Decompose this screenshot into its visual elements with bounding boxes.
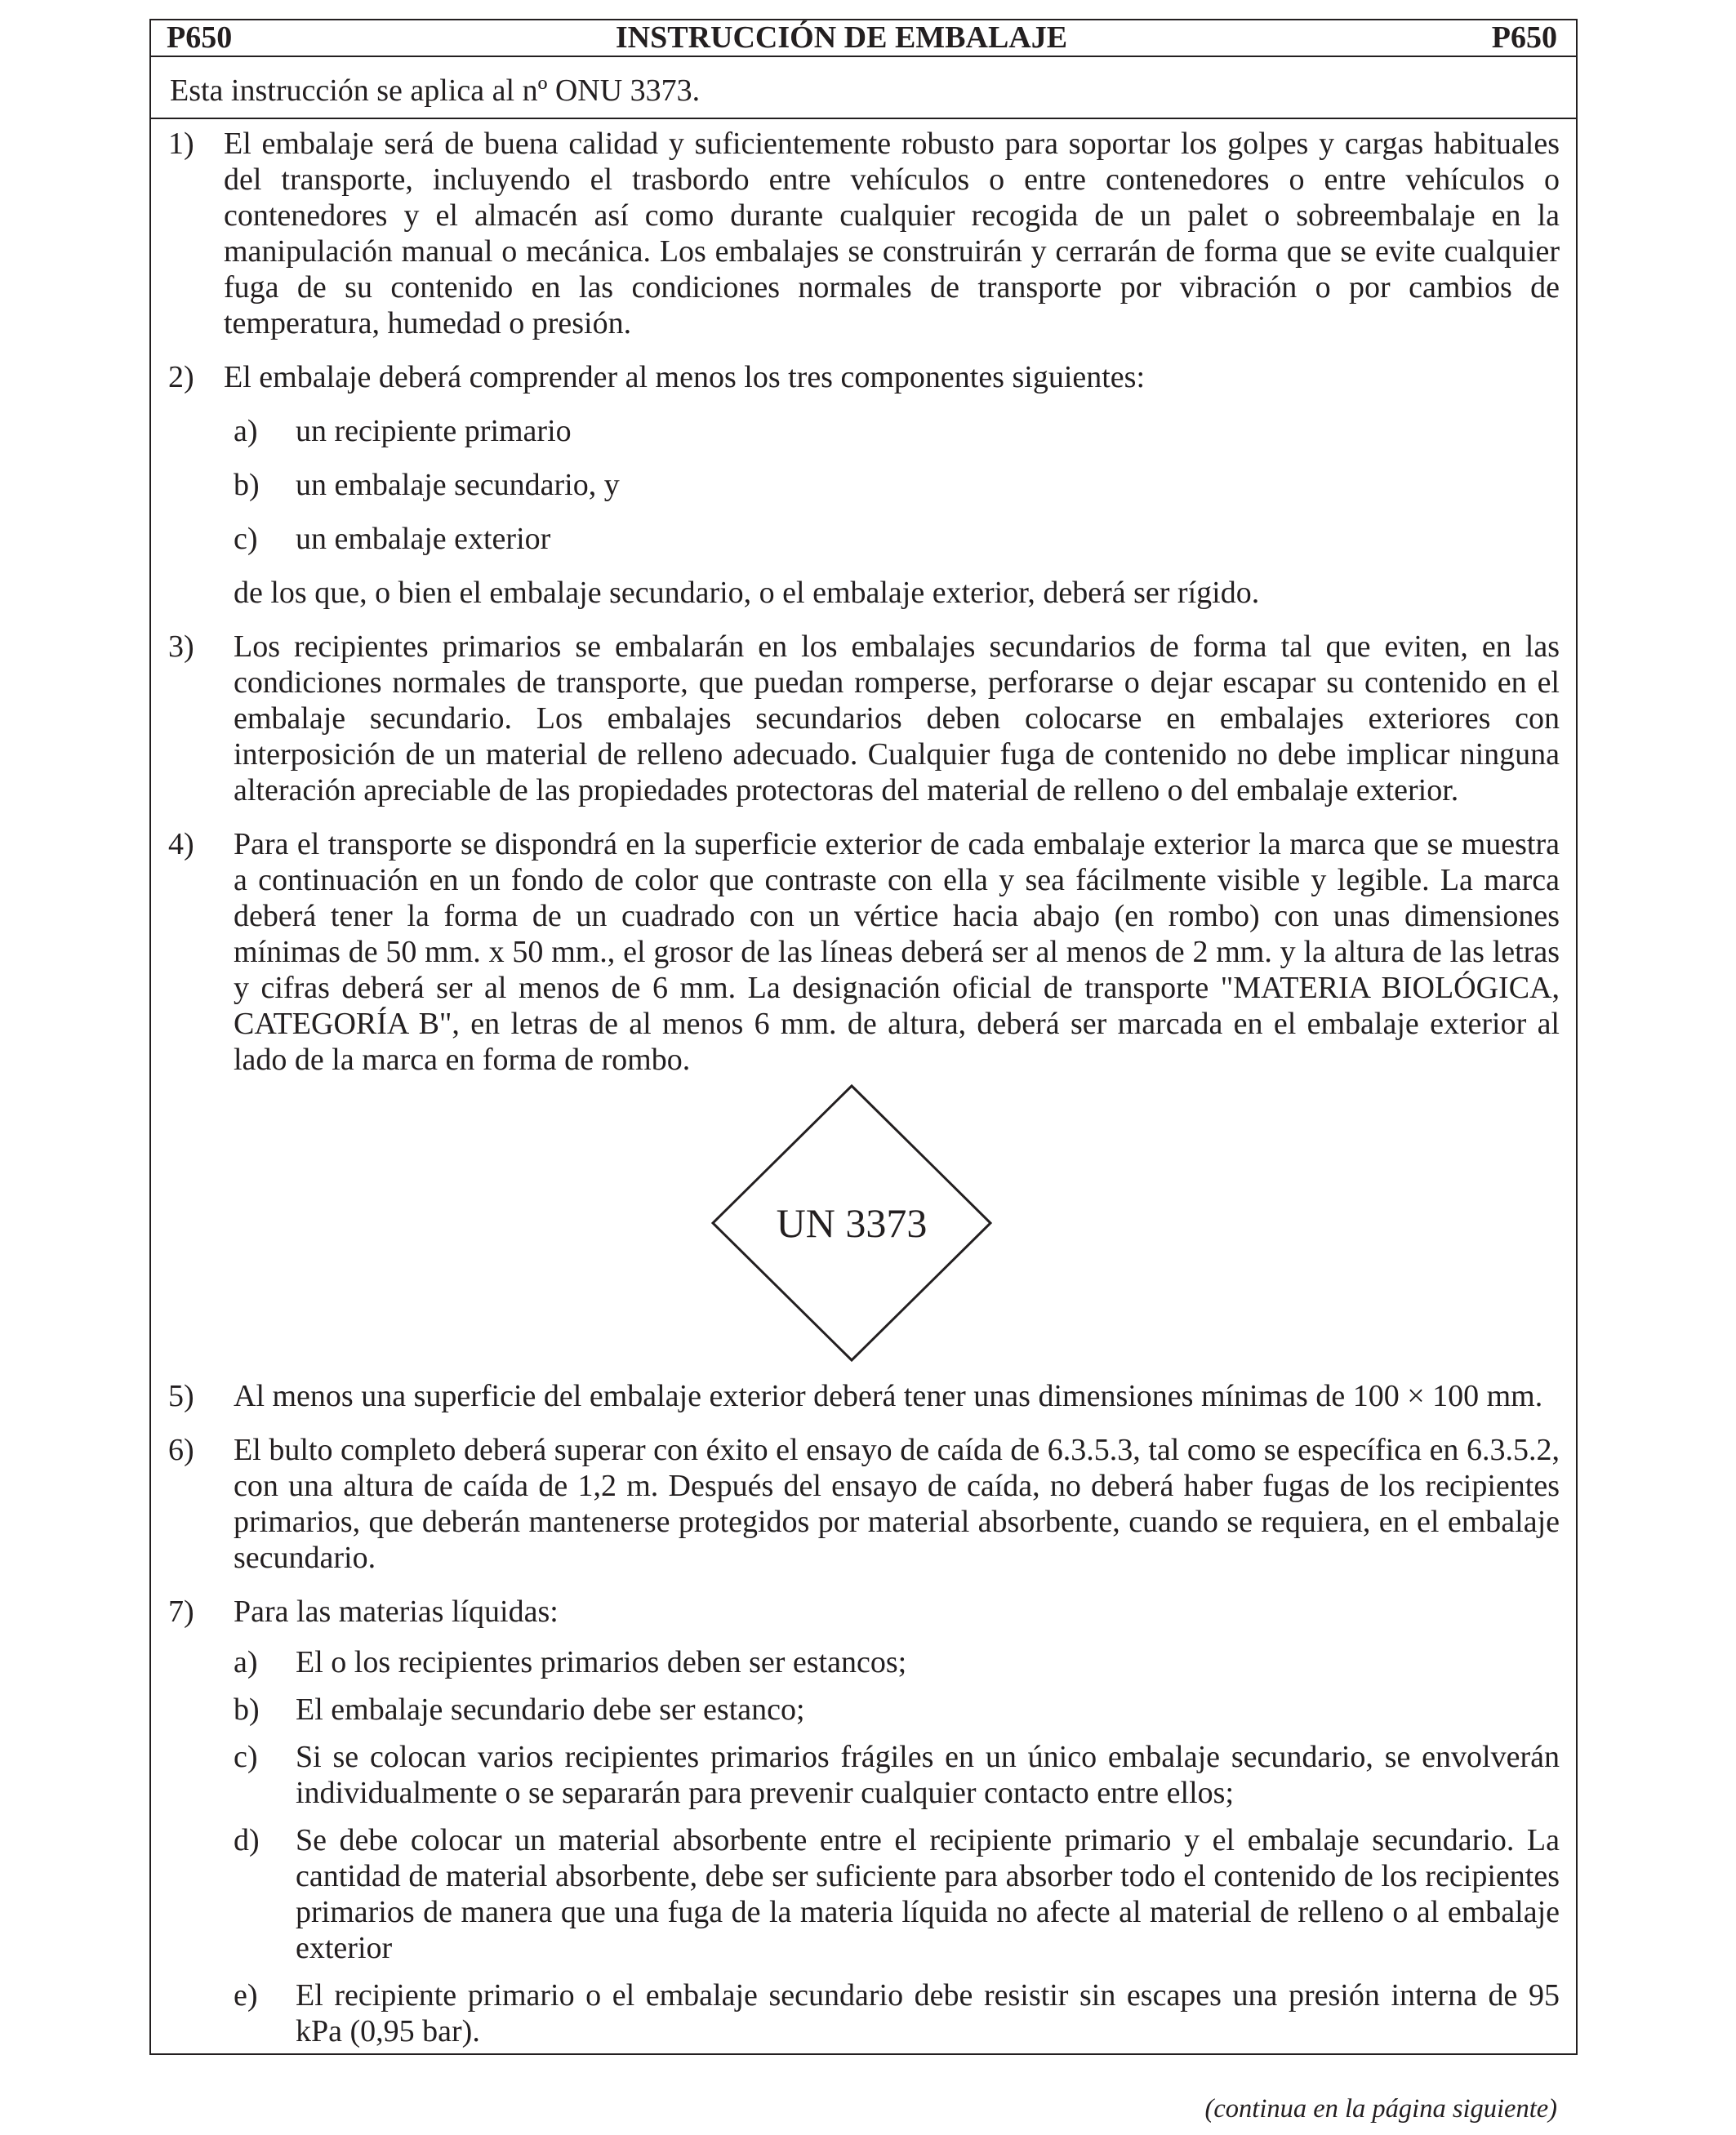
scope-text: Esta instrucción se aplica al nº ONU 3373. (170, 73, 701, 108)
un-marking-diamond (711, 1084, 992, 1362)
subitem-text: Se debe colocar un material absorbente entre el recipiente primario y el embalaje secundario. La cantidad de material absorbente, debe ser suficiente para absorber todo el contenido de los recipientes primarios de manera que una fuga de la materia líquida no afecte al material de relleno o al embalaje exterior (296, 1823, 1560, 1965)
provision-7 (151, 1594, 1576, 1630)
provision-number: 1) (168, 127, 194, 161)
provision-2-closing-text: de los que, o bien el embalaje secundario, o el embalaje exterior, deberá ser rígido. (234, 576, 1260, 610)
subitem-text: El embalaje secundario debe ser estanco; (296, 1692, 805, 1727)
provision-number: 7) (168, 1595, 194, 1629)
subitem-letter: b) (234, 468, 260, 502)
subitem-text: Si se colocan varios recipientes primarios frágiles en un único embalaje secundario, se envolverán individualmente o se separarán para prevenir cualquier contacto entre ellos; (296, 1740, 1560, 1810)
provision-number: 2) (168, 360, 194, 394)
subitem-text: un embalaje exterior (296, 522, 551, 556)
provision-7-subitem-a (151, 1644, 1576, 1680)
provision-4 (151, 826, 1576, 1078)
provision-text: Para las materias líquidas: (234, 1595, 559, 1629)
provision-text: Para el transporte se dispondrá en la superficie exterior de cada embalaje exterior la marca que se muestra a continuación en un fondo de color que contraste con ella y sea fácilmente visible y legible. La marca deberá tener la forma de un cuadrado con un vértice hacia abajo (en rombo) con unas dimensiones mínimas de 50 mm. x 50 mm., el grosor de las líneas deberá ser al menos de 2 mm. y la altura de las letras y cifras deberá ser al menos de 6 mm. La designación oficial de transporte "MATERIA BIOLÓGICA, CATEGORÍA B", en letras de al menos 6 mm. de altura, deberá ser marcada en el embalaje exterior al lado de la marca en forma de rombo. (234, 827, 1560, 1077)
provision-7-subitem-e (151, 1977, 1576, 2049)
provision-text: Al menos una superficie del embalaje exterior deberá tener unas dimensiones mínimas de 100 × 100 mm. (234, 1379, 1543, 1413)
subitem-text: un recipiente primario (296, 414, 572, 448)
subitem-letter: b) (234, 1692, 260, 1727)
provision-number: 4) (168, 827, 194, 861)
provision-number: 6) (168, 1433, 194, 1467)
provision-7-subitem-b (151, 1692, 1576, 1728)
subitem-text: un embalaje secundario, y (296, 468, 620, 502)
provision-5 (151, 1378, 1576, 1414)
provision-number: 5) (168, 1379, 194, 1413)
provision-number: 3) (168, 629, 194, 664)
provision-2-subitem-a (151, 413, 1576, 449)
provision-text: El bulto completo deberá superar con éxito el ensayo de caída de 6.3.5.3, tal como se específica en 6.3.5.2, con una altura de caída de 1,2 m. Después del ensayo de caída, no deberá haber fugas de los recipientes primarios, que deberán mantenerse protegidos por material absorbente, cuando se requiera, en el embalaje secundario. (234, 1433, 1560, 1575)
provision-2 (151, 359, 1576, 395)
provision-text: Los recipientes primarios se embalarán en los embalajes secundarios de forma tal que eviten, en las condiciones normales de transporte, que puedan romperse, perforarse o dejar escapar su contenido en el embalaje secundario. Los embalajes secundarios deben colocarse en embalajes exteriores con interposición de un material de relleno adecuado. Cualquier fuga de contenido no debe implicar ninguna alteración apreciable de las propiedades protectoras del material de relleno o del embalaje exterior. (234, 629, 1560, 807)
subitem-text: El o los recipientes primarios deben ser estancos; (296, 1645, 907, 1679)
un-marking-label: UN 3373 (776, 1200, 928, 1246)
provision-6 (151, 1432, 1576, 1576)
continuation-note: (continua en la página siguiente) (1204, 2094, 1557, 2124)
provision-text: El embalaje deberá comprender al menos los tres componentes siguientes: (224, 360, 1146, 394)
provision-3 (151, 629, 1576, 808)
provision-7-subitem-c (151, 1739, 1576, 1811)
un-3373-marking (151, 1086, 1576, 1360)
provision-2-subitem-b (151, 467, 1576, 503)
packing-instruction-table (149, 19, 1578, 2055)
subitem-text: El recipiente primario o el embalaje secundario debe resistir sin escapes una presión interna de 95 kPa (0,95 bar). (296, 1978, 1560, 2048)
instruction-code-right: P650 (1491, 20, 1557, 55)
provision-text: El embalaje será de buena calidad y suficientemente robusto para soportar los golpes y cargas habituales del transporte, incluyendo el trasbordo entre vehículos o entre contenedores o entre vehículos o contenedores y el almacén así como durante cualquier recogida de un palet o sobreembalaje en la manipulación manual o mecánica. Los embalajes se construirán y cerrarán de forma que se evite cualquier fuga de su contenido en las condiciones normales de transporte por vibración o por cambios de temperatura, humedad o presión. (224, 127, 1560, 340)
subitem-letter: a) (234, 414, 258, 448)
provisions (151, 119, 1576, 2049)
subitem-letter: a) (234, 1645, 258, 1679)
subitem-letter: c) (234, 1740, 258, 1774)
instruction-title: INSTRUCCIÓN DE EMBALAJE (615, 20, 1068, 55)
instruction-code-left: P650 (167, 20, 233, 55)
subitem-letter: d) (234, 1823, 260, 1857)
table-header (151, 20, 1576, 57)
subitem-letter: e) (234, 1978, 258, 2013)
provision-1 (151, 126, 1576, 341)
subitem-letter: c) (234, 522, 258, 556)
provision-7-subitem-d (151, 1822, 1576, 1966)
provision-2-subitem-c (151, 521, 1576, 557)
scope-row (151, 57, 1576, 119)
